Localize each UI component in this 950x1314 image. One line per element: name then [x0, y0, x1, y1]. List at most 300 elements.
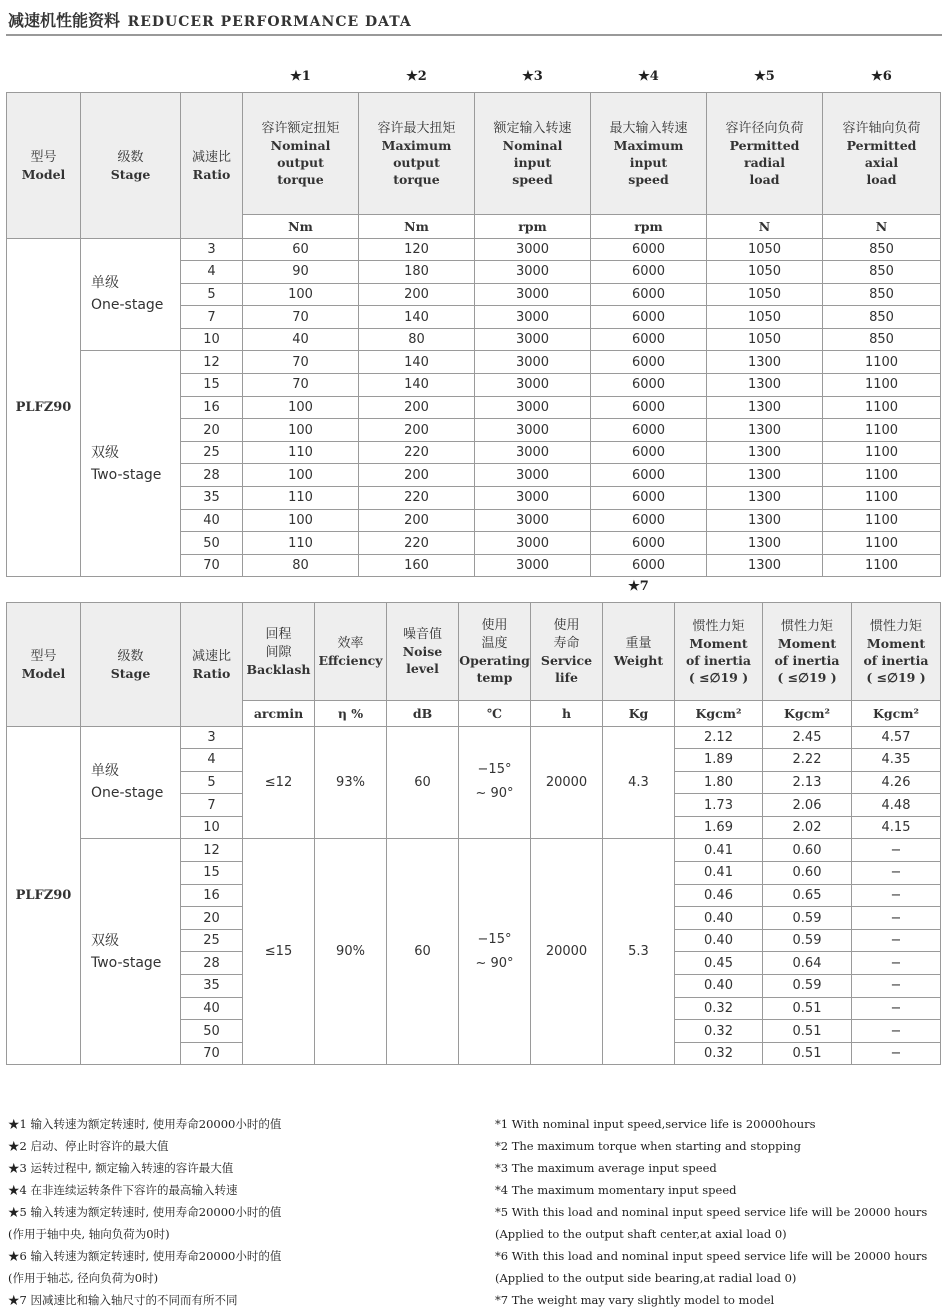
value-cell: 140 [359, 306, 475, 329]
value-cell: 1100 [823, 464, 941, 487]
value-cell: 3000 [475, 419, 591, 442]
header-model-zh: 型号 [30, 648, 57, 664]
ratio-cell: 28 [181, 952, 243, 975]
header-en: Maximum [381, 137, 452, 153]
table-row [7, 351, 941, 374]
unit-cell: N [707, 214, 823, 238]
value-cell: 1100 [823, 374, 941, 397]
header-ratio-zh: 减速比 [191, 648, 231, 664]
unit-cell: rpm [591, 214, 707, 238]
footnote-line: *5 With this load and nominal input speed service life will be 20000 hours [495, 1205, 928, 1219]
value-cell: 220 [359, 487, 475, 510]
footnote-line: *7 The weight may vary slightly model to model [495, 1293, 775, 1307]
column-star [763, 572, 852, 602]
title-divider [6, 34, 942, 36]
header-en: Moment [866, 635, 926, 651]
header-en: load [866, 171, 897, 187]
header-model-zh: 型号 [30, 149, 57, 165]
header-en: Backlash [246, 661, 311, 677]
inertia-cell: 1.69 [675, 816, 763, 839]
ratio-cell: 12 [181, 351, 243, 374]
footnotes-chinese [8, 1113, 281, 1311]
column-star [475, 62, 591, 92]
inertia-cell: 0.51 [763, 1020, 852, 1043]
ratio-cell: 70 [181, 554, 243, 577]
header-column [591, 92, 707, 214]
value-cell: 200 [359, 464, 475, 487]
header-en: Weight [613, 652, 664, 668]
footnote-line: *6 With this load and nominal input speed service life will be 20000 hours [495, 1249, 928, 1263]
value-cell: 100 [243, 509, 359, 532]
inertia-cell: 0.64 [763, 952, 852, 975]
ratio-cell: 16 [181, 884, 243, 907]
header-column [707, 92, 823, 214]
efficiency-cell: 90% [315, 839, 387, 1065]
ratio-cell: 10 [181, 328, 243, 351]
value-cell: 160 [359, 554, 475, 577]
column-star [243, 62, 359, 92]
header-en: Moment [777, 635, 837, 651]
header-row [7, 602, 941, 700]
value-cell: 3000 [475, 283, 591, 306]
stage-en: One-stage [91, 297, 164, 314]
header-zh: 温度 [481, 636, 508, 651]
weight-cell: 5.3 [603, 839, 675, 1065]
ratio-cell: 35 [181, 975, 243, 998]
inertia-cell: 0.60 [763, 862, 852, 885]
ratio-cell: 25 [181, 441, 243, 464]
inertia-cell: − [852, 952, 941, 975]
inertia-cell: 0.59 [763, 975, 852, 998]
header-zh: 最大输入转速 [609, 120, 688, 136]
header-en: input [513, 154, 552, 170]
value-cell: 6000 [591, 306, 707, 329]
star-marker: ★5 [754, 69, 775, 85]
ratio-cell: 7 [181, 306, 243, 329]
header-zh: 惯性力矩 [869, 618, 922, 634]
header-column [852, 602, 941, 700]
header-model [7, 602, 81, 726]
header-en: ( ≤∅19 ) [866, 669, 926, 685]
inertia-cell: 2.13 [763, 771, 852, 794]
inertia-cell: 0.51 [763, 1042, 852, 1065]
ratio-cell: 12 [181, 839, 243, 862]
value-cell: 100 [243, 464, 359, 487]
value-cell: 70 [243, 374, 359, 397]
model-cell: PLFZ90 [7, 238, 81, 577]
star-marker: ★3 [522, 69, 543, 85]
value-cell: 6000 [591, 419, 707, 442]
noise-cell: 60 [387, 839, 459, 1065]
value-cell: 100 [243, 419, 359, 442]
ratio-cell: 5 [181, 771, 243, 794]
unit-cell: Kgcm² [675, 700, 763, 726]
ratio-cell: 25 [181, 929, 243, 952]
ratio-cell: 16 [181, 396, 243, 419]
footnote-line: ★1 输入转速为额定转速时, 使用寿命20000小时的值 [8, 1117, 282, 1131]
value-cell: 6000 [591, 554, 707, 577]
header-en: level [406, 661, 439, 676]
value-cell: 200 [359, 509, 475, 532]
header-zh: 使用 [553, 618, 580, 633]
temp-min: −15° [477, 762, 512, 778]
value-cell: 6000 [591, 283, 707, 306]
inertia-cell: 1.80 [675, 771, 763, 794]
header-en: Noise [402, 644, 443, 659]
inertia-cell: 4.57 [852, 726, 941, 749]
value-cell: 3000 [475, 351, 591, 374]
life-cell: 20000 [531, 726, 603, 839]
value-cell: 220 [359, 441, 475, 464]
value-cell: 3000 [475, 554, 591, 577]
unit-cell: rpm [475, 214, 591, 238]
footnote-line: ★2 启动、停止时容许的最大值 [8, 1139, 169, 1153]
ratio-cell: 7 [181, 794, 243, 817]
value-cell: 3000 [475, 306, 591, 329]
footnote-line: (作用于轴芯, 径向负荷为0时) [8, 1271, 159, 1285]
performance-table-torque-speed-load [6, 62, 941, 577]
value-cell: 6000 [591, 487, 707, 510]
header-en: output [277, 154, 324, 170]
value-cell: 1300 [707, 554, 823, 577]
header-ratio-en: Ratio [192, 665, 231, 681]
footnote-line: *3 The maximum average input speed [495, 1161, 717, 1175]
value-cell: 3000 [475, 328, 591, 351]
stage-cell-stage2 [81, 839, 181, 1065]
inertia-cell: 4.26 [852, 771, 941, 794]
ratio-cell: 40 [181, 509, 243, 532]
value-cell: 6000 [591, 532, 707, 555]
header-ratio-zh: 减速比 [191, 149, 231, 165]
header-en: life [555, 670, 578, 685]
footnote-line: *4 The maximum momentary input speed [495, 1183, 737, 1197]
inertia-cell: 2.22 [763, 749, 852, 772]
header-column [243, 92, 359, 214]
table-row [7, 238, 941, 261]
table-row [7, 839, 941, 862]
value-cell: 850 [823, 261, 941, 284]
unit-cell: Kg [603, 700, 675, 726]
ratio-cell: 4 [181, 749, 243, 772]
inertia-cell: 0.40 [675, 975, 763, 998]
inertia-cell: 0.60 [763, 839, 852, 862]
value-cell: 1300 [707, 487, 823, 510]
inertia-cell: 0.41 [675, 862, 763, 885]
column-star [823, 62, 941, 92]
header-zh: 容许径向负荷 [725, 120, 804, 136]
inertia-cell: − [852, 862, 941, 885]
ratio-cell: 28 [181, 464, 243, 487]
value-cell: 850 [823, 328, 941, 351]
header-en: temp [476, 670, 513, 685]
unit-cell: Nm [243, 214, 359, 238]
header-zh: 寿命 [553, 636, 580, 651]
value-cell: 850 [823, 306, 941, 329]
column-star [707, 62, 823, 92]
life-cell: 20000 [531, 839, 603, 1065]
header-column [359, 92, 475, 214]
inertia-cell: 0.46 [675, 884, 763, 907]
value-cell: 3000 [475, 464, 591, 487]
page-title [8, 8, 412, 31]
inertia-cell: 0.41 [675, 839, 763, 862]
inertia-cell: − [852, 997, 941, 1020]
value-cell: 1100 [823, 509, 941, 532]
value-cell: 70 [243, 351, 359, 374]
value-cell: 6000 [591, 238, 707, 261]
value-cell: 3000 [475, 374, 591, 397]
value-cell: 1300 [707, 441, 823, 464]
value-cell: 1300 [707, 396, 823, 419]
stage-en: Two-stage [91, 466, 162, 483]
value-cell: 80 [243, 554, 359, 577]
unit-cell: Kgcm² [763, 700, 852, 726]
header-zh: 容许轴向负荷 [842, 120, 921, 136]
header-en: ( ≤∅19 ) [688, 669, 749, 685]
column-star [359, 62, 475, 92]
header-stage-en: Stage [110, 166, 151, 182]
footnotes-english [495, 1113, 927, 1311]
header-row [7, 92, 941, 214]
footnote-line: (Applied to the output shaft center,at axial load 0) [495, 1227, 787, 1241]
inertia-cell: − [852, 975, 941, 998]
header-ratio [181, 92, 243, 238]
value-cell: 100 [243, 283, 359, 306]
ratio-cell: 40 [181, 997, 243, 1020]
header-en: Operating [459, 653, 530, 668]
value-cell: 110 [243, 532, 359, 555]
ratio-cell: 3 [181, 726, 243, 749]
unit-cell: ℃ [459, 700, 531, 726]
inertia-cell: − [852, 1020, 941, 1043]
header-column [675, 602, 763, 700]
header-en: ( ≤∅19 ) [777, 669, 837, 685]
inertia-cell: 0.65 [763, 884, 852, 907]
backlash-cell: ≤12 [243, 726, 315, 839]
value-cell: 3000 [475, 509, 591, 532]
ratio-cell: 50 [181, 1020, 243, 1043]
page-title-en: REDUCER PERFORMANCE DATA [127, 14, 412, 30]
value-cell: 200 [359, 419, 475, 442]
value-cell: 6000 [591, 374, 707, 397]
header-ratio-en: Ratio [192, 166, 231, 182]
unit-cell: arcmin [243, 700, 315, 726]
header-en: of inertia [685, 652, 752, 668]
inertia-cell: 0.40 [675, 929, 763, 952]
stage-en: One-stage [91, 785, 164, 802]
ratio-cell: 4 [181, 261, 243, 284]
stage-cell-stage1 [81, 726, 181, 839]
value-cell: 3000 [475, 441, 591, 464]
value-cell: 1100 [823, 532, 941, 555]
unit-cell: dB [387, 700, 459, 726]
temp-max: ~ 90° [475, 786, 514, 802]
column-star [315, 572, 387, 602]
ratio-cell: 15 [181, 862, 243, 885]
value-cell: 6000 [591, 441, 707, 464]
value-cell: 1100 [823, 487, 941, 510]
header-column [823, 92, 941, 214]
page-title-zh: 减速机性能资料 [8, 11, 121, 30]
header-zh: 噪音值 [402, 627, 442, 642]
header-column [531, 602, 603, 700]
inertia-cell: − [852, 929, 941, 952]
temp-min: −15° [477, 931, 512, 947]
footnote-line: ★3 运转过程中, 额定输入转速的容许最大值 [8, 1161, 234, 1175]
value-cell: 180 [359, 261, 475, 284]
value-cell: 3000 [475, 396, 591, 419]
unit-cell: η % [315, 700, 387, 726]
star-spacer [7, 62, 243, 92]
header-en: axial [864, 154, 899, 170]
value-cell: 1050 [707, 328, 823, 351]
inertia-cell: 4.48 [852, 794, 941, 817]
star-marker: ★1 [290, 69, 311, 85]
performance-table-backlash-inertia [6, 572, 941, 1065]
column-star [387, 572, 459, 602]
unit-cell: h [531, 700, 603, 726]
efficiency-cell: 93% [315, 726, 387, 839]
inertia-cell: − [852, 907, 941, 930]
value-cell: 3000 [475, 487, 591, 510]
table-row [7, 726, 941, 749]
value-cell: 60 [243, 238, 359, 261]
header-en: of inertia [863, 652, 929, 668]
ratio-cell: 20 [181, 907, 243, 930]
value-cell: 1050 [707, 238, 823, 261]
value-cell: 850 [823, 238, 941, 261]
header-en: torque [393, 171, 440, 187]
header-zh: 使用 [481, 618, 508, 633]
column-star [591, 62, 707, 92]
header-zh: 容许额定扭矩 [261, 120, 340, 136]
value-cell: 1300 [707, 532, 823, 555]
header-zh: 回程 [265, 626, 292, 642]
inertia-cell: 4.15 [852, 816, 941, 839]
header-en: Maximum [613, 137, 684, 153]
header-en: Nominal [270, 137, 331, 153]
inertia-cell: 2.06 [763, 794, 852, 817]
temp-cell [459, 839, 531, 1065]
header-zh: 惯性力矩 [780, 618, 833, 634]
value-cell: 200 [359, 396, 475, 419]
footnote-line: (Applied to the output side bearing,at radial load 0) [495, 1271, 797, 1285]
value-cell: 220 [359, 532, 475, 555]
value-cell: 1300 [707, 419, 823, 442]
model-cell: PLFZ90 [7, 726, 81, 1065]
header-stage-zh: 级数 [117, 149, 144, 165]
inertia-cell: 0.32 [675, 1020, 763, 1043]
header-en: Permitted [846, 137, 917, 153]
header-column [387, 602, 459, 700]
header-zh: 惯性力矩 [692, 618, 745, 634]
value-cell: 90 [243, 261, 359, 284]
header-zh: 间隙 [265, 644, 292, 660]
value-cell: 1050 [707, 306, 823, 329]
noise-cell: 60 [387, 726, 459, 839]
header-en: Effciency [318, 652, 383, 668]
inertia-cell: 1.89 [675, 749, 763, 772]
temp-cell [459, 726, 531, 839]
header-ratio [181, 602, 243, 726]
inertia-cell: 2.12 [675, 726, 763, 749]
header-column [315, 602, 387, 700]
ratio-cell: 10 [181, 816, 243, 839]
column-star [675, 572, 763, 602]
ratio-cell: 3 [181, 238, 243, 261]
value-cell: 1050 [707, 261, 823, 284]
footnote-line: (作用于轴中央, 轴向负荷为0时) [8, 1227, 170, 1241]
value-cell: 40 [243, 328, 359, 351]
header-en: input [629, 154, 668, 170]
star-marker: ★4 [638, 69, 659, 85]
value-cell: 80 [359, 328, 475, 351]
inertia-cell: − [852, 1042, 941, 1065]
value-cell: 6000 [591, 328, 707, 351]
header-column [763, 602, 852, 700]
header-en: radial [743, 154, 786, 170]
value-cell: 1050 [707, 283, 823, 306]
value-cell: 6000 [591, 261, 707, 284]
ratio-cell: 50 [181, 532, 243, 555]
inertia-cell: 1.73 [675, 794, 763, 817]
header-en: torque [277, 171, 324, 187]
value-cell: 120 [359, 238, 475, 261]
header-column [603, 602, 675, 700]
value-cell: 1100 [823, 396, 941, 419]
value-cell: 3000 [475, 261, 591, 284]
ratio-cell: 20 [181, 419, 243, 442]
header-zh: 额定输入转速 [493, 120, 572, 136]
star-row [7, 572, 941, 602]
inertia-cell: 0.59 [763, 907, 852, 930]
value-cell: 6000 [591, 396, 707, 419]
value-cell: 1100 [823, 351, 941, 374]
value-cell: 70 [243, 306, 359, 329]
value-cell: 110 [243, 487, 359, 510]
footnote-line: ★5 输入转速为额定转速时, 使用寿命20000小时的值 [8, 1205, 282, 1219]
value-cell: 110 [243, 441, 359, 464]
column-star [852, 572, 941, 602]
unit-cell: Nm [359, 214, 475, 238]
ratio-cell: 15 [181, 374, 243, 397]
header-en: Permitted [729, 137, 800, 153]
column-star [531, 572, 603, 602]
inertia-cell: 0.32 [675, 1042, 763, 1065]
header-column [475, 92, 591, 214]
column-star [459, 572, 531, 602]
stage-zh: 单级 [91, 275, 119, 292]
value-cell: 850 [823, 283, 941, 306]
temp-max: ~ 90° [475, 955, 514, 971]
column-star [243, 572, 315, 602]
footnote-line: ★7 因减速比和输入轴尺寸的不同而有所不同 [8, 1293, 238, 1307]
unit-cell: Kgcm² [852, 700, 941, 726]
inertia-cell: − [852, 839, 941, 862]
star-marker: ★2 [406, 69, 427, 85]
footnote-line: *2 The maximum torque when starting and stopping [495, 1139, 801, 1153]
value-cell: 1300 [707, 374, 823, 397]
header-en: speed [628, 171, 669, 187]
header-model-en: Model [21, 166, 66, 182]
inertia-cell: 2.02 [763, 816, 852, 839]
stage-zh: 双级 [91, 444, 119, 461]
value-cell: 3000 [475, 532, 591, 555]
header-en: output [393, 154, 440, 170]
header-model-en: Model [21, 665, 66, 681]
header-model [7, 92, 81, 238]
inertia-cell: 0.40 [675, 907, 763, 930]
